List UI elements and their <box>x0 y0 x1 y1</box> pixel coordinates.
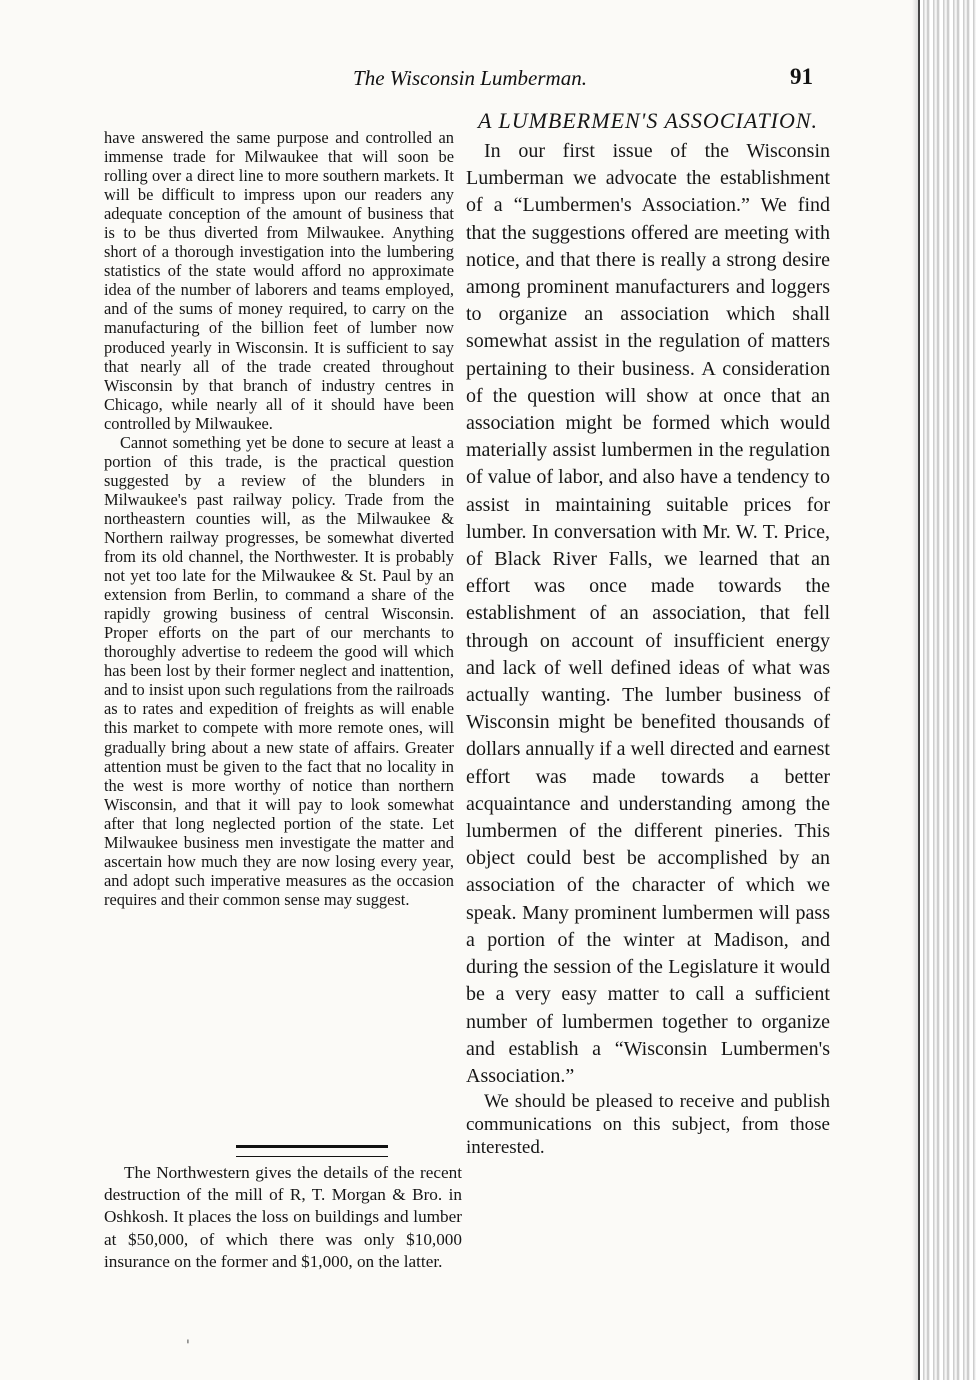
page-number: 91 <box>790 64 813 89</box>
column-divider-rule <box>236 1145 388 1157</box>
right-paragraph-2: We should be pleased to receive and publish communications on this subject, from those interested. <box>466 1091 830 1159</box>
article-heading: A LUMBERMEN'S ASSOCIATION. <box>477 108 819 133</box>
book-binding-edge <box>918 0 976 1380</box>
left-paragraph-1: have answered the same purpose and controlled an immense trade for Milwaukee that will soon be rolling over a direct line to more southern markets. It will be difficult to impress upon our readers any adequate conception of the amount of business that is to be thus diverted from Milwaukee. Anything short of a thorough investigation into the lumbering statistics of the state would afford no approximate idea of the number of laborers and teams employed, and of the sums of money required, to carry on the manufacturing of the billion feet of lumber now produced yearly in Wisconsin. It is sufficient to say that nearly all of the trade created throughout Wisconsin by that branch of industry centres in Chicago, while nearly all of it should have been controlled by Milwaukee. <box>104 128 454 433</box>
running-header-title: The Wisconsin Lumberman. <box>353 66 587 90</box>
news-note-text: The Northwestern gives the details of the recent destruction of the mill of R, T. Morgan & Bro. in Oshkosh. It places the loss on buildings and lumber at $50,000, of which there was only $10,000 insurance on the former and $1,000, on the latter. <box>104 1163 462 1271</box>
right-paragraph-1: In our first issue of the Wisconsin Lumberman we advocate the establishment of a “Lumbermen's Association.” We find that the suggestions offered are meeting with notice, and that there is really a strong desire among prominent manufacturers and loggers to organize an association which shall somewhat assist in the regulation of matters pertaining to their business. A consideration of the question will show at once that an association might be formed which would materially assist lumbermen in the regulation of value of labor, and also have a tendency to assist in maintaining suitable prices for lumber. In conversation with Mr. W. T. Price, of Black River Falls, we learned that an effort was once made towards the establishment of an association, that fell through on account of insufficient energy and lack of well defined ideas of what was actually wanting. The lumber business of Wisconsin might be benefited thousands of dollars annually if a well directed and earnest effort was made towards a better acquaintance and understanding among the lumbermen of the different pineries. This object could best be accomplished by an association of the character of which we speak. Many prominent lumbermen will pass a portion of the winter at Madison, and during the session of the Legislature it would be a very easy matter to call a sufficient number of lumbermen together to organize and establish a “Wisconsin Lumbermen's Association.” <box>466 140 830 1087</box>
left-paragraph-2: Cannot something yet be done to secure at least a portion of this trade, is the practical question suggested by a review of the blunders in Milwaukee's past railway policy. Trade from the northeastern counties will, as the Milwaukee & Northern railway progresses, be somewhat diverted from its old channel, the Northwester. It is probably not yet too late for the Milwaukee & St. Paul by an extension from Berlin, to command a share of the rapidly growing business of central Wisconsin. Proper efforts on the part of our merchants to thoroughly advertise to redeem the good will which has been lost by their former neglect and inattention, and to insist upon such regulations from the railroads as to rates and expedition of freights as will enable this market to compete with more remote ones, will gradually bring about a new state of affairs. Greater attention must be given to the fact that no locality in the west is more worthy of notice than northern Wisconsin, and that it will pay to look somewhat after that long neglected portion of the state. Let Milwaukee business men investigate the matter and ascertain how much they are now losing every year, and adopt such imperative measures as the occasion requires and their common sense may suggest. <box>104 432 454 909</box>
stray-ink-mark: ' <box>186 1338 190 1354</box>
right-column <box>466 108 830 1159</box>
news-note <box>104 1162 462 1273</box>
left-column <box>104 128 454 909</box>
